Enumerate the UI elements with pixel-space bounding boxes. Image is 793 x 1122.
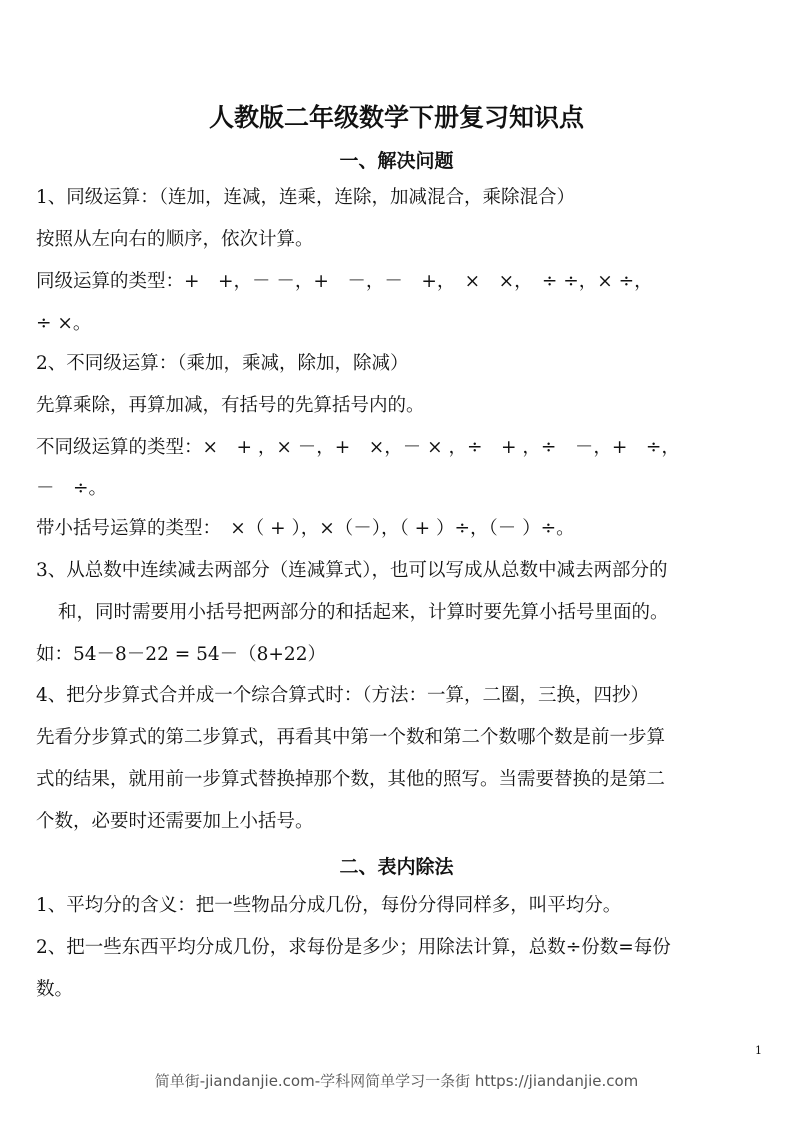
paragraph-line: 和，同时需要用小括号把两部分的和括起来，计算时要先算小括号里面的。 [58,602,669,623]
paragraph-line: － ÷。 [36,478,108,499]
paragraph-line: 3、从总数中连续减去两部分（连减算式），也可以写成从总数中减去两部分的 [36,560,668,581]
page-number: 1 [755,1044,762,1057]
paragraph-line: 2、把一些东西平均分成几份，求每份是多少；用除法计算，总数÷份数=每份 [36,937,671,958]
paragraph-line: 数。 [36,979,74,1000]
footer-watermark: 简单街-jiandanjie.com-学科网简单学习一条街 https://jiandanjie.com [154,1072,639,1090]
paragraph-line: 2、不同级运算：（乘加，乘减，除加，除减） [36,353,409,374]
paragraph-line: 按照从左向右的顺序，依次计算。 [36,229,314,250]
paragraph-line: 1、同级运算：（连加，连减，连乘，连除，加减混合，乘除混合） [36,187,576,208]
paragraph-line: 不同级运算的类型：× + ，× －，+ ×，－ × ，÷ + ，÷ －，+ ÷， [36,437,680,458]
paragraph-line: 先看分步算式的第二步算式，再看其中第一个数和第二个数哪个数是前一步算 [36,727,666,748]
paragraph-line: 如：54－8－22 = 54－（8+22） [36,644,326,665]
paragraph-line: 式的结果，就用前一步算式替换掉那个数，其他的照写。当需要替换的是第二 [36,769,666,790]
paragraph-line: 同级运算的类型：+ +，－ －，+ －，－ +， × ×， ÷ ÷，× ÷， [36,271,653,292]
paragraph-line: 4、把分步算式合并成一个综合算式时：（方法：一算，二圈，三换，四抄） [36,685,650,706]
section-heading-1: 一、解决问题 [339,150,454,172]
paragraph-line: 个数，必要时还需要加上小括号。 [36,811,314,832]
paragraph-line: 先算乘除，再算加减，有括号的先算括号内的。 [36,395,425,416]
paragraph-line: 带小括号运算的类型： ×（ + ），×（－），（ + ）÷，（－ ）÷。 [36,518,575,539]
section-heading-2: 二、表内除法 [339,856,454,878]
page-title: 人教版二年级数学下册复习知识点 [208,103,584,132]
paragraph-line: 1、平均分的含义：把一些物品分成几份，每份分得同样多，叫平均分。 [36,895,622,916]
paragraph-line: ÷ ×。 [36,313,92,334]
